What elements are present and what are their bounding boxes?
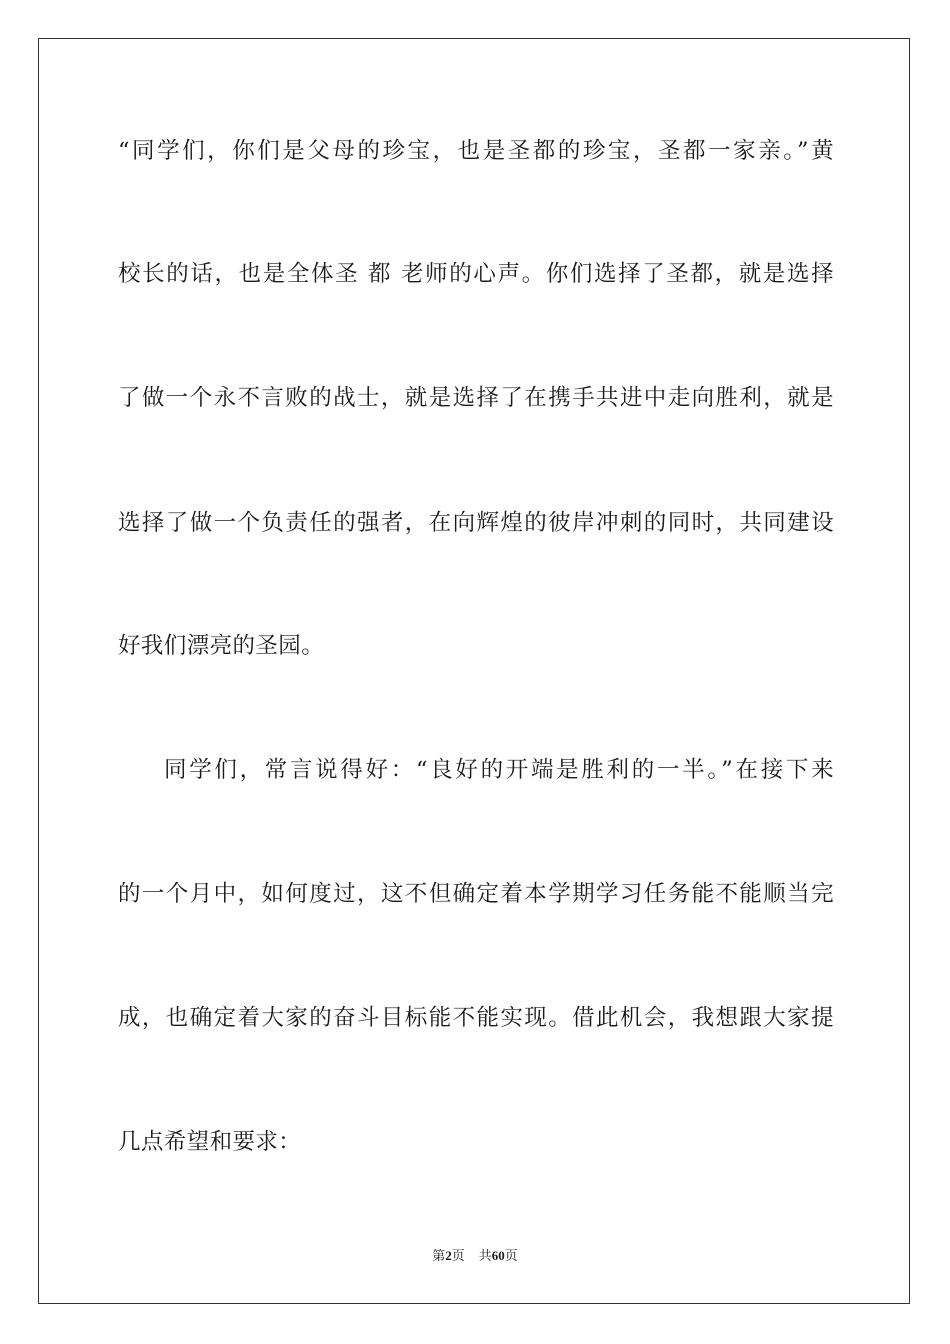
paragraph-line: 选择了做一个负责任的强者，在向辉煌的彼岸冲刺的同时，共同建设 <box>118 510 834 536</box>
paragraph-line: 的一个月中，如何度过，这不但确定着本学期学习任务能不能顺当完 <box>118 881 834 907</box>
paragraph-line: 几点希望和要求： <box>118 1129 302 1155</box>
paragraph-line: 好我们漂亮的圣园。 <box>118 633 325 659</box>
paragraph-line: 了做一个永不言败的战士，就是选择了在携手共进中走向胜利，就是 <box>118 385 834 411</box>
page-suffix: 页 <box>451 1249 465 1264</box>
paragraph-line: 同学们，常言说得好：“良好的开端是胜利的一半。”在接下来 <box>164 757 834 783</box>
page-border <box>38 38 910 1304</box>
paragraph-line: 成，也确定着大家的奋斗目标能不能实现。借此机会，我想跟大家提 <box>118 1005 834 1031</box>
total-suffix: 页 <box>504 1249 518 1264</box>
paragraph-line: 校长的话，也是全体圣 都 老师的心声。你们选择了圣都，就是选择 <box>118 261 834 287</box>
total-pages: 60 <box>491 1248 505 1263</box>
page-prefix: 第 <box>432 1249 446 1264</box>
page-number: 2 <box>445 1248 452 1263</box>
paragraph-line: “同学们，你们是父母的珍宝，也是圣都的珍宝，圣都一家亲。”黄 <box>118 138 834 164</box>
total-prefix: 共 <box>478 1249 492 1264</box>
page-footer <box>0 1247 950 1266</box>
